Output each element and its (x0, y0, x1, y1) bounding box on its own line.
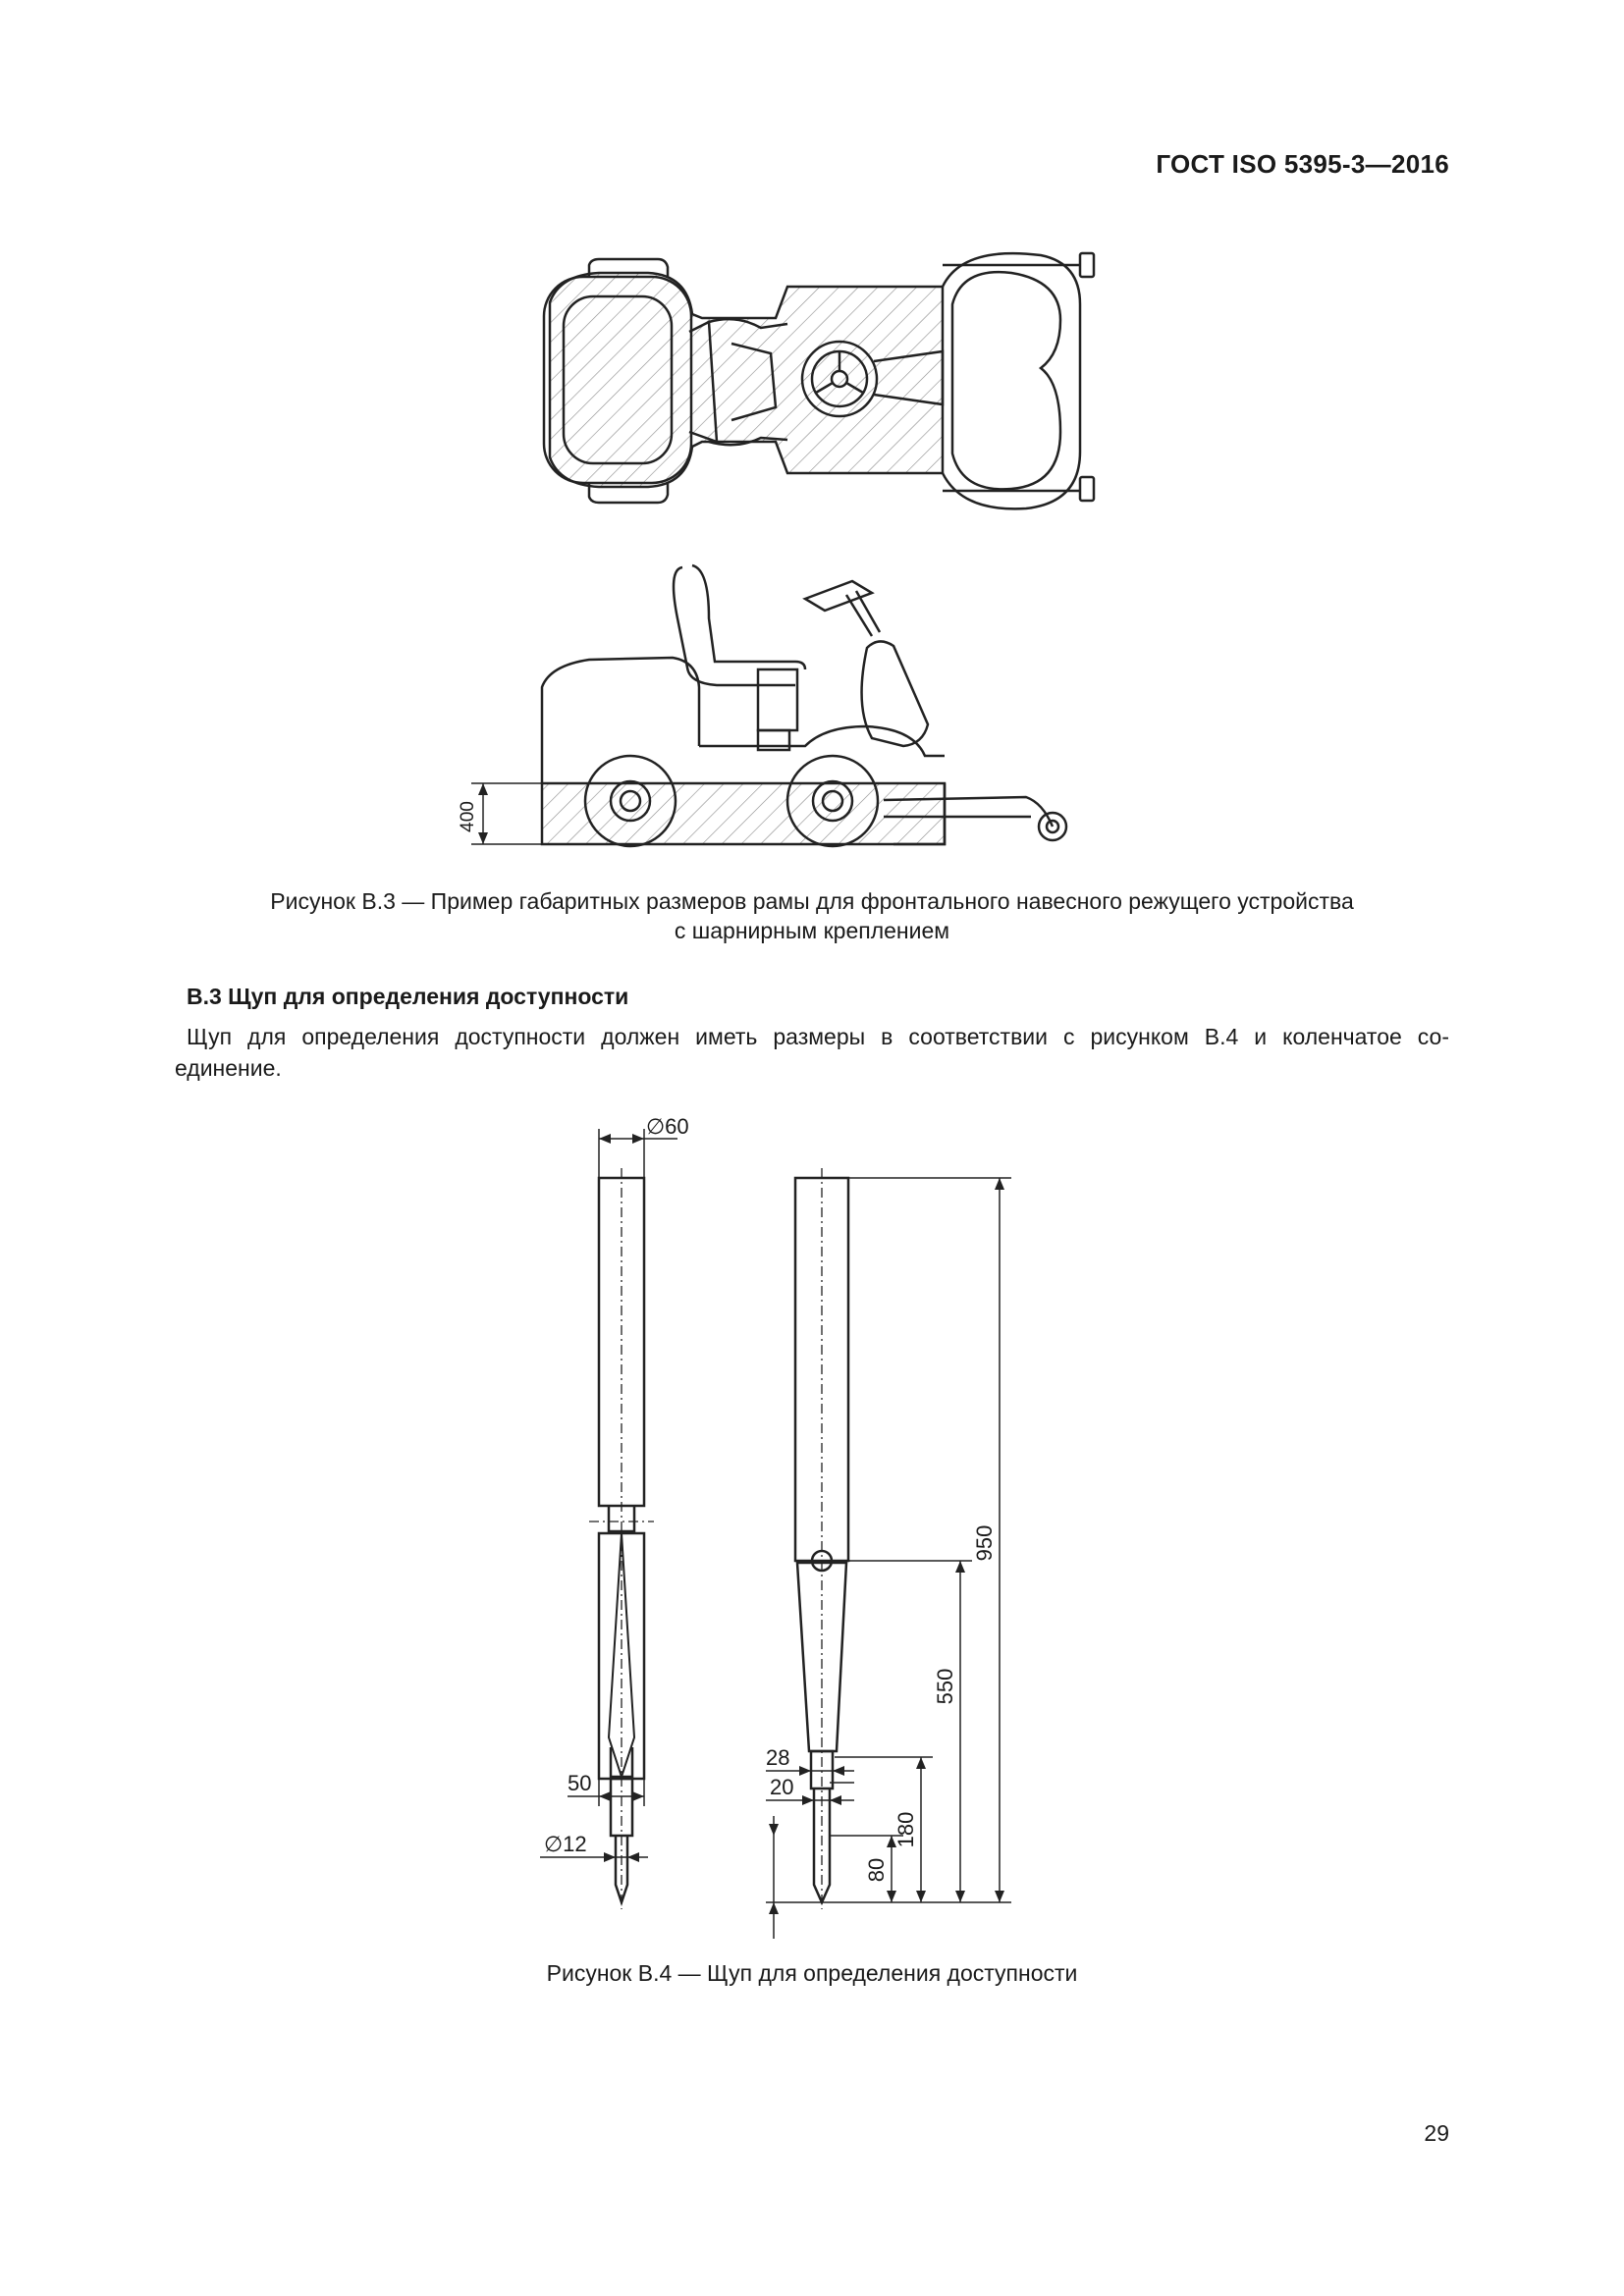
figure-b3-caption-line2: с шарнирным креплением (674, 918, 950, 943)
dim-180: 180 (893, 1811, 918, 1848)
figure-b3-caption (0, 886, 1624, 945)
figure-b3-dimension-label: 400 (458, 801, 478, 832)
dim-28: 28 (766, 1745, 790, 1770)
document-standard-id: ГОСТ ISO 5395-3—2016 (1156, 149, 1449, 179)
figure-b3-side-view (458, 560, 1090, 859)
dim-diameter-12: ∅12 (544, 1832, 587, 1856)
dim-20: 20 (770, 1775, 794, 1799)
section-heading: В.3 Щуп для определения доступности (187, 984, 629, 1009)
dim-50: 50 (568, 1771, 592, 1795)
paragraph-line2: единение. (175, 1055, 282, 1081)
figure-b3-caption-line1: Рисунок В.3 — Пример габаритных размеров рамы для фронтального навесного режущего устройства (270, 888, 1354, 914)
page-number: 29 (1424, 2120, 1449, 2146)
dim-diameter-60: ∅60 (646, 1114, 689, 1139)
figure-b4-caption: Рисунок В.4 — Щуп для определения доступности (546, 1960, 1078, 1986)
dim-950: 950 (972, 1524, 997, 1562)
section-paragraph (175, 1021, 1449, 1084)
dim-550: 550 (933, 1668, 957, 1705)
figure-b3-top-view (530, 245, 1100, 515)
figure-b4-probe-drawing (530, 1109, 1041, 1944)
paragraph-line1: Щуп для определения доступности должен иметь размеры в соответствии с рисунком В.4 и коленчатое со- (187, 1024, 1449, 1049)
dim-80: 80 (864, 1857, 889, 1883)
